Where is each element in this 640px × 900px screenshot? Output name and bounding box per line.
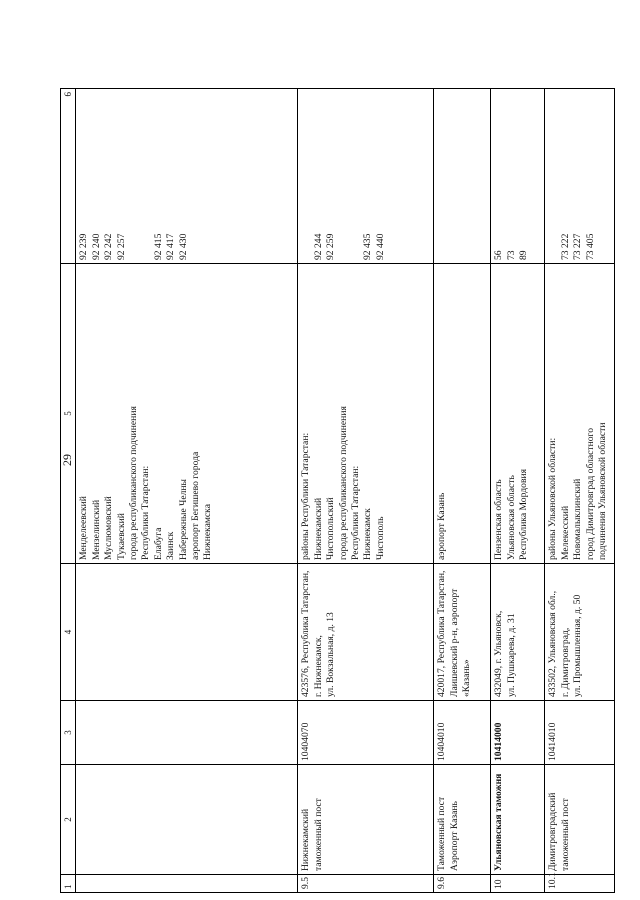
address-line: Лаишевский р-н, аэропорт	[448, 588, 460, 697]
address-line: г. Нижнекамск,	[312, 635, 324, 697]
okato-code: 89	[518, 250, 530, 260]
address-cell	[298, 564, 434, 701]
okato-code: 92 435	[362, 233, 374, 260]
address-line: «Казань»	[461, 659, 473, 697]
office-code-cell: 10404010	[434, 701, 491, 765]
region-line: районы Республики Татарстан:	[300, 432, 312, 560]
office-code-cell: 10414000	[491, 701, 545, 765]
table-row	[298, 89, 434, 893]
region-line: районы Ульяновской области:	[547, 437, 559, 560]
region-line: аэропорт Казань	[436, 492, 448, 560]
table-row	[545, 89, 615, 893]
address-line: 433502, Ульяновская обл.,	[547, 590, 559, 697]
row-number-cell: 9.6	[434, 875, 491, 893]
region-line: Пензенская область	[493, 479, 505, 560]
okato-blank	[128, 92, 140, 260]
table-row	[491, 89, 545, 893]
office-name-cell: Таможенный пост Аэропорт Казань	[434, 765, 491, 875]
region-line: Чистопольский	[325, 497, 337, 560]
region-cell	[434, 264, 491, 564]
okato-cell	[545, 89, 615, 264]
page-number: 29	[60, 454, 74, 466]
okato-code: 92 430	[177, 233, 189, 260]
region-line: Мензелинский	[90, 499, 102, 560]
region-line: города республиканского подчинения	[337, 406, 349, 560]
customs-table	[60, 88, 615, 893]
office-code-cell	[76, 701, 298, 765]
address-cell	[491, 564, 545, 701]
region-line: Нижнекамск	[362, 508, 374, 560]
address-cell	[434, 564, 491, 701]
okato-code: 73 227	[572, 233, 584, 260]
region-cell	[298, 264, 434, 564]
region-line: Чистополь	[374, 516, 386, 560]
region-line: Ульяновская область	[505, 475, 517, 560]
okato-cell	[298, 89, 434, 264]
region-line: Республика Мордовия	[518, 468, 530, 560]
region-line: подчинения Ульяновской области	[597, 422, 609, 560]
address-line: ул. Вокзальная, д. 13	[325, 612, 337, 697]
region-cell	[76, 264, 298, 564]
okato-cell	[491, 89, 545, 264]
region-cell	[545, 264, 615, 564]
okato-code: 56	[493, 250, 505, 260]
okato-cell	[434, 89, 491, 264]
row-number-cell: 10.1	[545, 875, 615, 893]
region-line: Нижнекамский	[312, 497, 324, 560]
office-name-cell: Димитровградский таможенный пост	[545, 765, 615, 875]
header-cell-4: 4	[61, 564, 76, 701]
okato-code: 73 222	[559, 233, 571, 260]
okato-code: 73	[505, 250, 517, 260]
row-number-cell: 10	[491, 875, 545, 893]
okato-code: 92 259	[325, 233, 337, 260]
address-cell	[545, 564, 615, 701]
address-line: ул. Пушкарева, д. 31	[505, 613, 517, 697]
okato-blank	[300, 92, 312, 260]
okato-code: 92 239	[78, 233, 90, 260]
region-line: Мелекесский	[559, 505, 571, 560]
okato-code: 92 240	[90, 233, 102, 260]
okato-code: 92 417	[165, 233, 177, 260]
okato-code: 92 257	[115, 233, 127, 260]
address-cell	[76, 564, 298, 701]
region-line: Заинск	[165, 531, 177, 560]
okato-blank	[140, 92, 152, 260]
table-row	[76, 89, 298, 893]
okato-blank	[338, 92, 350, 260]
header-cell-3: 3	[61, 701, 76, 765]
header-cell-5: 5	[61, 264, 76, 564]
region-line: город Димитровград областного	[584, 427, 596, 560]
okato-code: 92 244	[312, 233, 324, 260]
okato-blank	[350, 92, 362, 260]
office-name-cell: Нижнекамский таможенный пост	[298, 765, 434, 875]
region-line: Республики Татарстан:	[140, 465, 152, 560]
address-line: 423576, Республика Татарстан,	[300, 570, 312, 697]
header-cell-1: 1	[61, 875, 76, 893]
region-line: города республиканского подчинения	[128, 406, 140, 560]
region-line: аэропорт Бегишево города	[190, 451, 202, 560]
okato-code: 92 242	[103, 233, 115, 260]
region-line: Нижнекамска	[202, 504, 214, 560]
okato-cell	[76, 89, 298, 264]
header-cell-6: 6	[61, 89, 76, 264]
address-line: г. Димитровград,	[559, 627, 571, 697]
region-line: Набережные Челны	[177, 479, 189, 560]
region-line: Тукаевский	[115, 513, 127, 560]
okato-code: 92 440	[374, 233, 386, 260]
address-line: 432049, г. Ульяновск,	[493, 610, 505, 697]
office-code-cell: 10404070	[298, 701, 434, 765]
address-line: ул. Промышленная, д. 50	[572, 594, 584, 697]
office-name-cell	[76, 765, 298, 875]
row-number-cell	[76, 875, 298, 893]
region-line: Республики Татарстан:	[350, 465, 362, 560]
region-line: Муслюмовский	[103, 496, 115, 560]
okato-blank	[547, 92, 559, 260]
address-line: 420017, Республика Татарстан,	[436, 570, 448, 697]
office-code-cell: 10414010	[545, 701, 615, 765]
region-line: Новомалыклинский	[572, 478, 584, 560]
region-cell	[491, 264, 545, 564]
okato-code: 73 405	[584, 233, 596, 260]
rotated-page	[60, 33, 620, 893]
header-cell-2: 2	[61, 765, 76, 875]
column-number-header	[61, 89, 76, 893]
office-name-cell: Ульяновская таможня	[491, 765, 545, 875]
region-line: Елабуга	[152, 527, 164, 560]
row-number-cell: 9.5	[298, 875, 434, 893]
region-line: Менделеевский	[78, 496, 90, 560]
okato-code: 92 415	[152, 233, 164, 260]
table-row	[434, 89, 491, 893]
